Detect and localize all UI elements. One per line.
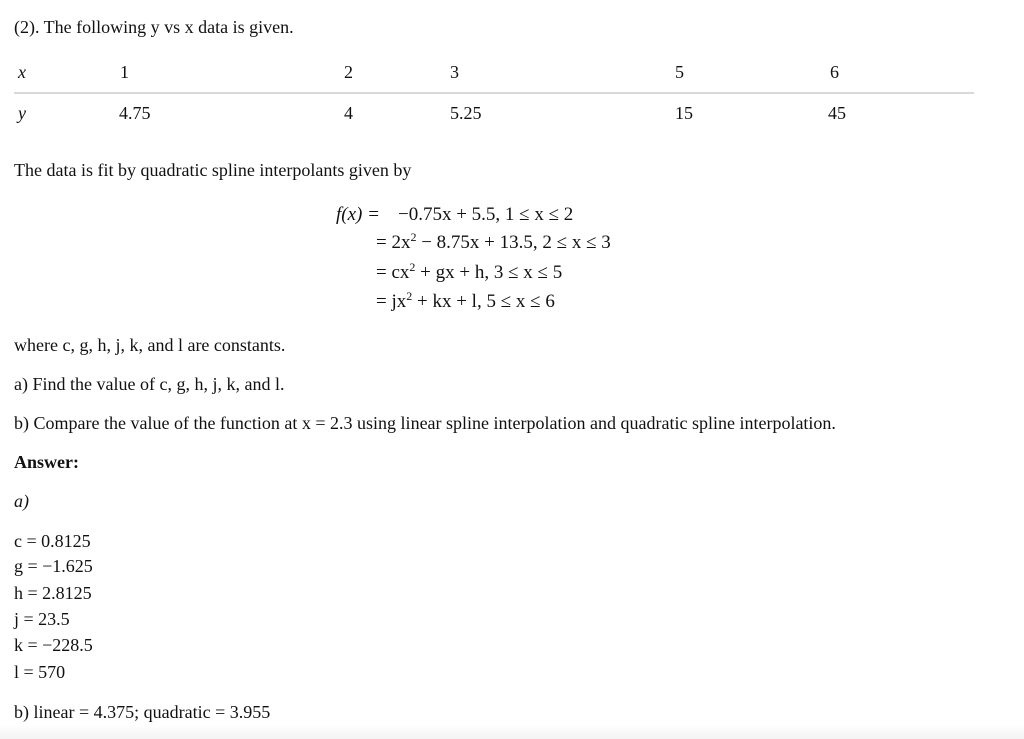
answer-heading: Answer: bbox=[14, 452, 79, 472]
answer-b: b) linear = 4.375; quadratic = 3.955 bbox=[14, 702, 271, 722]
fit-description: The data is fit by quadratic spline interpolants given by bbox=[14, 160, 412, 180]
problem-intro: (2). The following y vs x data is given. bbox=[14, 17, 294, 37]
answer-k: k = −228.5 bbox=[14, 635, 93, 655]
table-cell-x: 2 bbox=[344, 62, 353, 82]
table-cell-y: 5.25 bbox=[450, 103, 482, 123]
answer-h: h = 2.8125 bbox=[14, 583, 92, 603]
table-cell-x: 6 bbox=[830, 62, 839, 82]
equation-line-4: = $jx^2$ + kx + l, 5 ≤ x ≤ 6 bbox=[376, 289, 555, 312]
equation-lhs bbox=[336, 205, 380, 224]
table-cell-x: 3 bbox=[450, 62, 459, 82]
table-header-x: x bbox=[18, 62, 26, 82]
table-cell-x: 5 bbox=[675, 62, 684, 82]
equation-lhs-text: f(x) = bbox=[336, 204, 380, 225]
table-cell-y: 15 bbox=[675, 103, 693, 123]
table-cell-x: 1 bbox=[120, 62, 129, 82]
table-cell-y: 4 bbox=[344, 103, 353, 123]
table-cell-y: 4.75 bbox=[119, 103, 151, 123]
page-bottom-shadow bbox=[0, 725, 1024, 739]
answer-c: c = 0.8125 bbox=[14, 531, 91, 551]
equation-line-3: = $cx^2$ + gx + h, 3 ≤ x ≤ 5 bbox=[376, 260, 563, 283]
answer-l: l = 570 bbox=[14, 662, 66, 682]
answer-j: j = 23.5 bbox=[14, 609, 70, 629]
equation-line-1: −0.75x + 5.5, 1 ≤ x ≤ 2 bbox=[398, 204, 574, 225]
equation-line-2: = $2x^2 - 8.75x + 13.5$, 2 ≤ x ≤ 3 bbox=[376, 230, 611, 253]
table-cell-y: 45 bbox=[828, 103, 846, 123]
answer-a-label: a) bbox=[14, 491, 29, 511]
question-part-b: b) Compare the value of the function at x = 2.3 using linear spline interpolation and quadratic spline interpolation. bbox=[14, 413, 836, 433]
answer-g: g = −1.625 bbox=[14, 556, 93, 576]
table-divider bbox=[14, 92, 974, 94]
table-header-y: y bbox=[18, 103, 26, 123]
question-part-a: a) Find the value of c, g, h, j, k, and l. bbox=[14, 374, 285, 394]
constants-note: where c, g, h, j, k, and l are constants. bbox=[14, 335, 286, 355]
